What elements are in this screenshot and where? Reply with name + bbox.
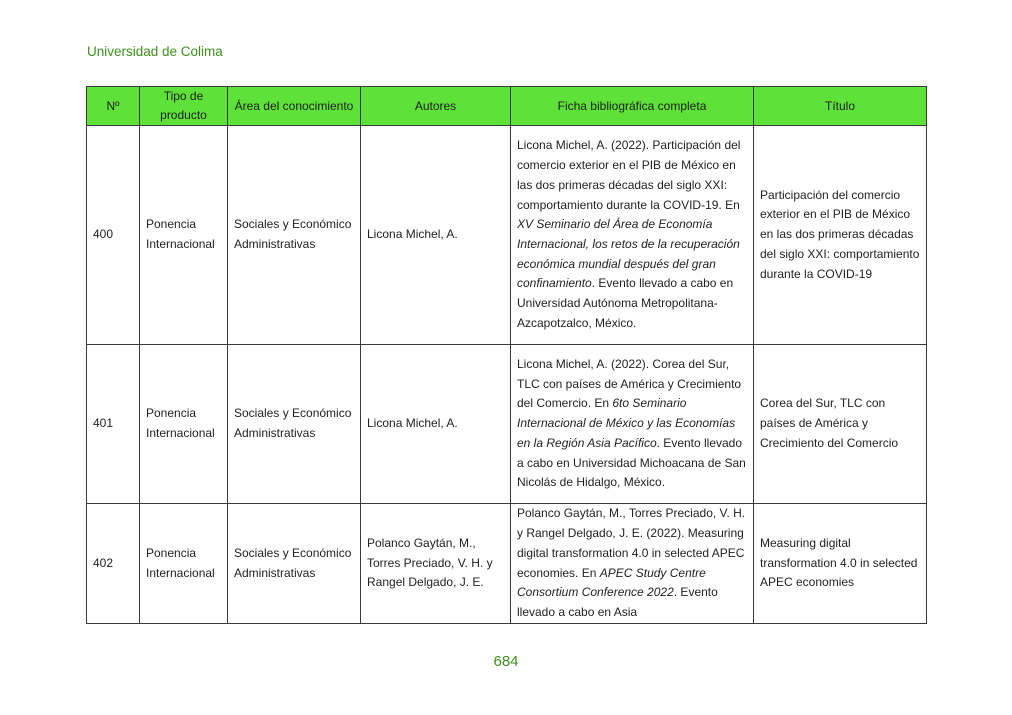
column-header-area: Área del conocimiento <box>228 87 361 126</box>
biblio-event-italic: XV Seminario del Área de Economía Internacional, los retos de la recuperación económica mundial después del gran confinamiento <box>517 217 740 291</box>
row-authors: Licona Michel, A. <box>361 126 511 345</box>
row-number: 401 <box>87 345 140 504</box>
column-header-biblio: Ficha bibliográfica completa <box>511 87 754 126</box>
biblio-text-end: . Evento llevado a cabo en Universidad Michoacana de San Nicolás de Hidalgo, México. <box>517 435 746 490</box>
row-product-type: Ponencia Internacional <box>140 345 228 504</box>
row-number: 402 <box>87 504 140 624</box>
row-title: Measuring digital transformation 4.0 in selected APEC economies <box>754 504 927 624</box>
table-row <box>87 126 927 345</box>
biblio-text: Licona Michel, A. (2022). Participación del comercio exterior en el PIB de México en las dos primeras décadas del siglo XXI: comportamiento durante la COVID-19. En <box>517 138 741 212</box>
row-product-type: Ponencia Internacional <box>140 504 228 624</box>
row-area: Sociales y Económico Administrativas <box>228 345 361 504</box>
column-header-title: Título <box>754 87 927 126</box>
row-area: Sociales y Económico Administrativas <box>228 504 361 624</box>
biblio-text-end: . Evento llevado a cabo en Asia <box>517 585 718 619</box>
biblio-text: Licona Michel, A. (2022). Corea del Sur, TLC con países de América y Crecimiento del Comercio. En <box>517 357 742 411</box>
biblio-text-end: . Evento llevado a cabo en Universidad Autónoma Metropolitana-Azcapotzalco, México. <box>517 276 734 330</box>
row-authors: Polanco Gaytán, M., Torres Preciado, V. H. y Rangel Delgado, J. E. <box>361 504 511 624</box>
row-product-type: Ponencia Internacional <box>140 126 228 345</box>
row-area: Sociales y Económico Administrativas <box>228 126 361 345</box>
row-authors: Licona Michel, A. <box>361 345 511 504</box>
column-header-product-type: Tipo de producto <box>140 87 228 126</box>
row-biblio <box>511 345 754 504</box>
row-title: Corea del Sur, TLC con países de América y Crecimiento del Comercio <box>754 345 927 504</box>
products-table <box>86 86 927 624</box>
table-row <box>87 345 927 504</box>
biblio-event-italic: APEC Study Centre Consortium Conference 2022 <box>517 565 706 600</box>
row-title: Participación del comercio exterior en el PIB de México en las dos primeras décadas del siglo XXI: comportamiento durante la COVID-19 <box>754 126 927 345</box>
biblio-event-italic: 6to Seminario Internacional de México y las Economías en la Región Asia Pacífico <box>517 396 736 450</box>
table-header-row <box>87 87 927 126</box>
table-row <box>87 504 927 624</box>
column-header-number: Nº <box>87 87 140 126</box>
row-biblio <box>511 126 754 345</box>
document-header: Universidad de Colima <box>87 44 223 59</box>
column-header-authors: Autores <box>361 87 511 126</box>
page-number: 684 <box>493 653 519 670</box>
row-biblio <box>511 504 754 624</box>
row-number: 400 <box>87 126 140 345</box>
biblio-text: Polanco Gaytán, M., Torres Preciado, V. H. y Rangel Delgado, J. E. (2022). Measuring digital transformation 4.0 in selected APEC economies. En <box>517 506 746 580</box>
